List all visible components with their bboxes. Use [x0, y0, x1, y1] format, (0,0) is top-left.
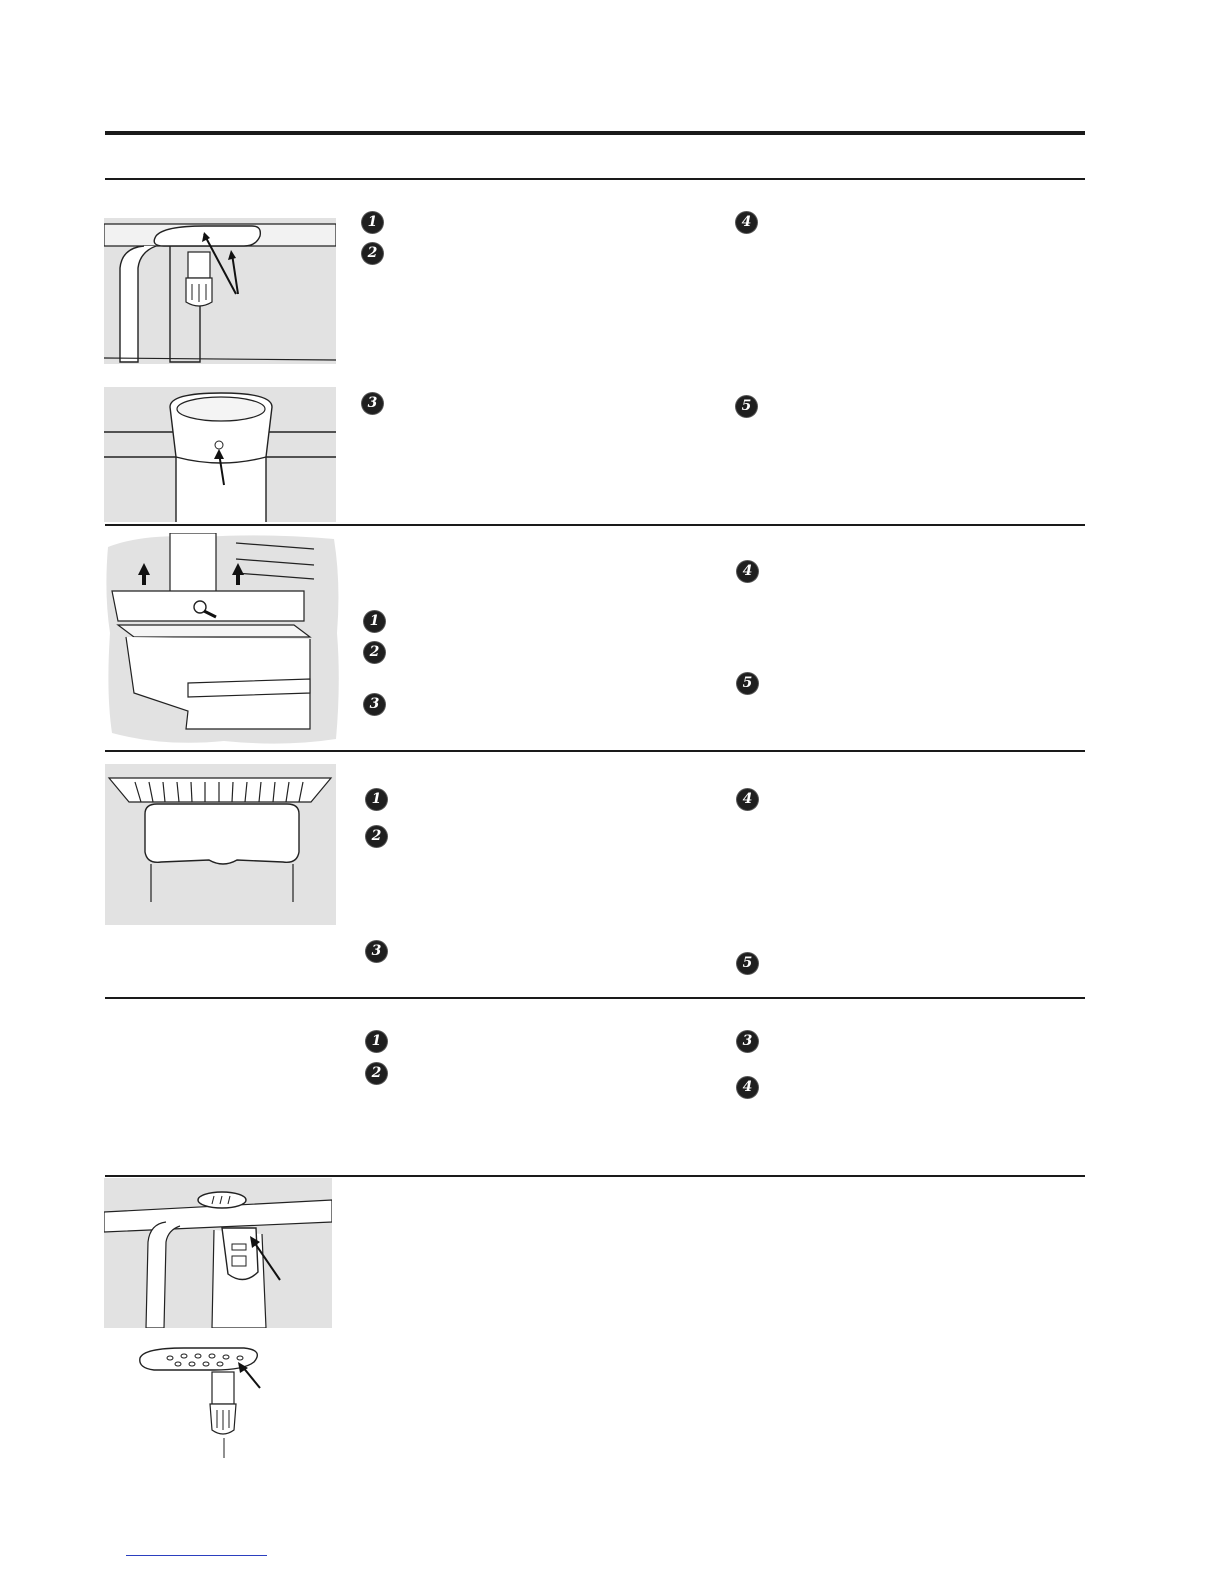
footer-link-underline[interactable]	[126, 1555, 267, 1556]
step-number-marker: 2	[366, 826, 387, 847]
step-number-marker: 4	[737, 789, 758, 810]
top-heavy-rule	[105, 131, 1085, 135]
section-divider	[105, 524, 1085, 526]
step-number-marker: 5	[737, 673, 758, 694]
section-divider	[105, 178, 1085, 180]
step-number-marker: 3	[362, 393, 383, 414]
section-divider	[105, 750, 1085, 752]
dispenser-cover-figure	[104, 218, 336, 364]
step-number-marker: 1	[364, 611, 385, 632]
step-number-marker: 4	[736, 212, 757, 233]
freezer-bin-figure	[105, 764, 336, 925]
section-divider	[105, 1175, 1085, 1177]
shelf-support-figure	[104, 533, 341, 745]
step-number-marker: 3	[366, 941, 387, 962]
step-number-marker: 1	[362, 212, 383, 233]
step-number-marker: 4	[737, 1077, 758, 1098]
step-number-marker: 3	[737, 1031, 758, 1052]
step-number-marker: 1	[366, 789, 387, 810]
filter-housing-figure	[104, 387, 336, 522]
light-cover-figure	[104, 1178, 332, 1328]
water-nozzle-figure	[104, 1330, 336, 1458]
step-number-marker: 1	[366, 1031, 387, 1052]
step-number-marker: 3	[364, 694, 385, 715]
step-number-marker: 2	[366, 1063, 387, 1084]
step-number-marker: 2	[362, 243, 383, 264]
step-number-marker: 5	[736, 396, 757, 417]
section-divider	[105, 997, 1085, 999]
step-number-marker: 2	[364, 642, 385, 663]
step-number-marker: 5	[737, 953, 758, 974]
step-number-marker: 4	[737, 561, 758, 582]
